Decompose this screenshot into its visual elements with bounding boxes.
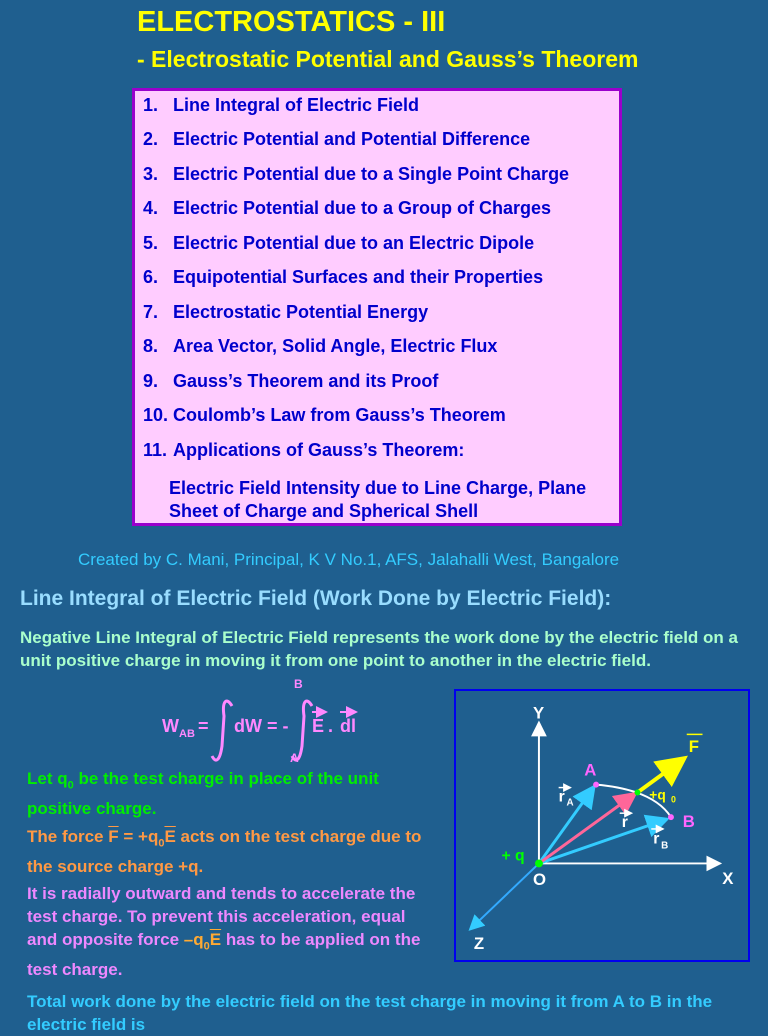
toc-item: 9. Gauss’s Theorem and its Proof (143, 371, 439, 391)
toc-item: 5. Electric Potential due to an Electric Dipole (143, 233, 535, 253)
vector-e: $\overline{E}$ (164, 827, 176, 846)
label-f: F (688, 737, 699, 757)
formula-vec-e: E (312, 716, 325, 736)
label-ra: r (558, 788, 565, 806)
toc-item: 6. Equipotential Surfaces and their Properties (143, 267, 544, 287)
source-charge-point (535, 859, 543, 867)
label-ra-sub: A (566, 797, 574, 809)
formula-vec-dl: dl (340, 716, 356, 736)
section-heading: Line Integral of Electric Field (Work Done by Electric Field): (20, 587, 612, 610)
label-test-charge-sub: 0 (670, 794, 676, 805)
intro-text: Negative Line Integral of Electric Field represents the work done by the electric field on a unit positive charge in moving it from one point to another in the electric field. (20, 628, 738, 670)
page-subtitle: - Electrostatic Potential and Gauss’s Theorem (137, 46, 639, 72)
toc-item: 4. Electric Potential due to a Group of Charges (143, 198, 552, 218)
work-formula (160, 676, 390, 766)
formula-mid: dW = - (234, 716, 289, 736)
test-charge-point (635, 790, 641, 796)
label-r: r (621, 813, 628, 831)
formula-lhs-sub: AB (179, 728, 195, 740)
toc-item: 2. Electric Potential and Potential Difference (143, 129, 531, 149)
credit-line: Created by C. Mani, Principal, K V No.1, AFS, Jalahalli West, Bangalore (78, 550, 620, 569)
final-paragraph: Total work done by the electric field on the test charge in moving it from A to B in the electric field is (27, 992, 713, 1034)
formula-dot: . (323, 716, 339, 736)
toc-item: 1. Line Integral of Electric Field (143, 95, 420, 115)
label-b: B (682, 811, 695, 831)
toc-item: 8. Area Vector, Solid Angle, Electric Flux (143, 336, 498, 356)
point-b (668, 814, 674, 820)
paragraph-direction: It is radially outward and tends to accelerate the test charge. To prevent this acceleration, equal and opposite force $-q_0\overline{E}$ has to be applied on the test charge. (27, 884, 421, 980)
z-axis (470, 863, 539, 929)
paragraph-force: The force $\overline{F} = +q_0\overline{E}$ acts on the test charge due to the source charge +q. (27, 827, 422, 877)
toc-item: 11. Applications of Gauss’s Theorem: (143, 440, 465, 460)
label-a: A (584, 760, 597, 780)
formula-lower-limit: A (290, 751, 299, 765)
formula-equals: = (198, 716, 209, 736)
toc-item: 10. Coulomb’s Law from Gauss’s Theorem (143, 405, 506, 425)
vector-f: $\overline{F}$ (108, 827, 119, 846)
label-x: X (722, 869, 734, 889)
vector-e: $\overline{E}$ (209, 930, 222, 949)
page-title: ELECTROSTATICS - III (137, 6, 446, 38)
formula-upper-limit: B (294, 677, 303, 691)
label-origin: O (533, 870, 547, 890)
paragraph-test-charge: Let $q_0$ be the test charge in place of the unit positive charge. (27, 769, 379, 819)
point-a (593, 782, 599, 788)
toc-subtext: Electric Field Intensity due to Line Charge, Plane Sheet of Charge and Spherical Shell (169, 478, 587, 521)
toc-item: 7. Electrostatic Potential Energy (143, 302, 429, 322)
toc-item: 3. Electric Potential due to a Single Point Charge (143, 164, 570, 184)
label-test-charge: +q (649, 787, 666, 803)
formula-lhs: W (162, 716, 179, 736)
label-rb-sub: B (661, 840, 669, 852)
table-of-contents (132, 88, 622, 526)
vector-rb (539, 819, 667, 863)
label-source-charge: + q (501, 847, 525, 865)
coordinate-diagram (454, 689, 750, 962)
label-y: Y (533, 703, 545, 723)
label-rb: r (653, 830, 660, 848)
integral-sign-1 (212, 701, 232, 760)
label-z: Z (473, 934, 485, 954)
